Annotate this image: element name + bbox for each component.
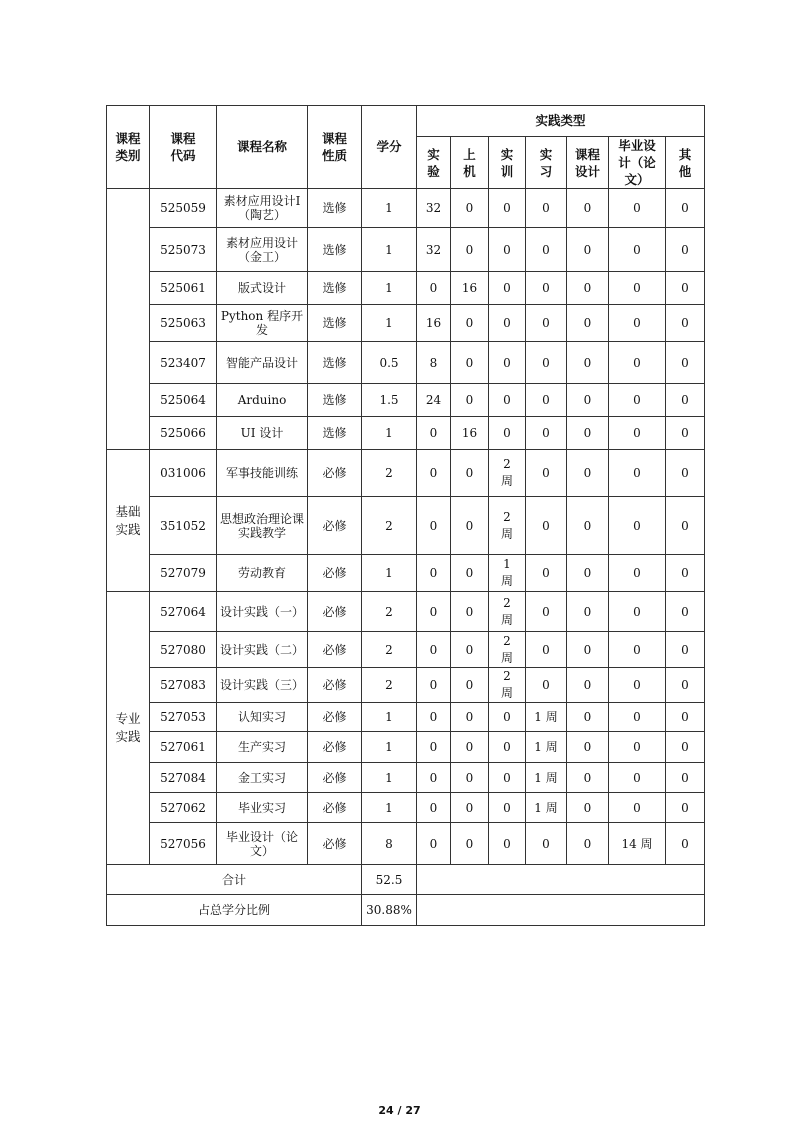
course-name: 设计实践（二） bbox=[217, 632, 308, 668]
category-cell: 基础实践 bbox=[107, 450, 150, 592]
course-name: 劳动教育 bbox=[217, 555, 308, 592]
course-name: 思想政治理论课实践教学 bbox=[217, 497, 308, 555]
table-row bbox=[107, 189, 705, 228]
ratio-blank bbox=[417, 895, 705, 926]
practice-cell: 0 bbox=[417, 668, 451, 703]
course-nature: 必修 bbox=[308, 703, 362, 732]
course-code: 527053 bbox=[150, 703, 217, 732]
practice-cell: 2周 bbox=[489, 632, 526, 668]
practice-cell: 0 bbox=[567, 497, 609, 555]
course-name: 版式设计 bbox=[217, 272, 308, 305]
category-cell bbox=[107, 189, 150, 450]
course-credit: 1 bbox=[362, 555, 417, 592]
course-name: 设计实践（一） bbox=[217, 592, 308, 632]
table-row bbox=[107, 632, 705, 668]
practice-cell: 1周 bbox=[489, 555, 526, 592]
course-credit: 1 bbox=[362, 272, 417, 305]
course-name: 军事技能训练 bbox=[217, 450, 308, 497]
course-nature: 必修 bbox=[308, 592, 362, 632]
practice-cell: 0 bbox=[489, 272, 526, 305]
practice-cell: 0 bbox=[526, 272, 567, 305]
course-name: 认知实习 bbox=[217, 703, 308, 732]
course-name: UI 设计 bbox=[217, 417, 308, 450]
practice-cell: 0 bbox=[489, 763, 526, 793]
practice-cell: 0 bbox=[451, 342, 489, 384]
course-nature: 选修 bbox=[308, 228, 362, 272]
practice-cell: 0 bbox=[666, 228, 705, 272]
practice-cell: 2周 bbox=[489, 668, 526, 703]
course-nature: 选修 bbox=[308, 272, 362, 305]
course-credit: 1 bbox=[362, 305, 417, 342]
practice-cell: 0 bbox=[489, 823, 526, 865]
course-credit: 1 bbox=[362, 763, 417, 793]
course-code: 527061 bbox=[150, 732, 217, 763]
table-row bbox=[107, 823, 705, 865]
practice-cell: 0 bbox=[609, 632, 666, 668]
practice-cell: 0 bbox=[417, 450, 451, 497]
practice-cell: 0 bbox=[567, 228, 609, 272]
ratio-value: 30.88% bbox=[362, 895, 417, 926]
course-code: 527084 bbox=[150, 763, 217, 793]
practice-cell: 0 bbox=[609, 305, 666, 342]
practice-cell: 0 bbox=[609, 497, 666, 555]
practice-cell: 0 bbox=[609, 592, 666, 632]
table-row bbox=[107, 450, 705, 497]
table-row bbox=[107, 417, 705, 450]
practice-cell: 0 bbox=[609, 450, 666, 497]
course-name: 生产实习 bbox=[217, 732, 308, 763]
practice-cell: 0 bbox=[666, 384, 705, 417]
course-code: 523407 bbox=[150, 342, 217, 384]
practice-cell: 0 bbox=[451, 703, 489, 732]
practice-cell: 0 bbox=[451, 823, 489, 865]
course-name: 金工实习 bbox=[217, 763, 308, 793]
practice-cell: 0 bbox=[526, 342, 567, 384]
practice-cell: 2周 bbox=[489, 450, 526, 497]
header-sub: 实习 bbox=[526, 137, 567, 189]
practice-cell: 0 bbox=[489, 228, 526, 272]
practice-cell: 0 bbox=[666, 592, 705, 632]
course-code: 031006 bbox=[150, 450, 217, 497]
course-code: 527056 bbox=[150, 823, 217, 865]
practice-cell: 24 bbox=[417, 384, 451, 417]
course-name: Python 程序开发 bbox=[217, 305, 308, 342]
practice-cell: 0 bbox=[567, 703, 609, 732]
practice-cell: 0 bbox=[567, 632, 609, 668]
table-row bbox=[107, 703, 705, 732]
course-nature: 选修 bbox=[308, 342, 362, 384]
header-code: 课程代码 bbox=[150, 106, 217, 189]
practice-cell: 0 bbox=[417, 823, 451, 865]
practice-cell: 0 bbox=[451, 555, 489, 592]
header-sub: 课程设计 bbox=[567, 137, 609, 189]
practice-cell: 0 bbox=[417, 763, 451, 793]
practice-cell: 0 bbox=[451, 732, 489, 763]
practice-cell: 1 周 bbox=[526, 732, 567, 763]
table-row bbox=[107, 272, 705, 305]
practice-cell: 0 bbox=[567, 763, 609, 793]
table-row bbox=[107, 305, 705, 342]
course-credit: 1 bbox=[362, 189, 417, 228]
course-name: Arduino bbox=[217, 384, 308, 417]
practice-cell: 0 bbox=[526, 632, 567, 668]
practice-cell: 0 bbox=[417, 417, 451, 450]
total-value: 52.5 bbox=[362, 865, 417, 895]
practice-cell: 0 bbox=[666, 189, 705, 228]
course-nature: 选修 bbox=[308, 305, 362, 342]
practice-cell: 0 bbox=[526, 417, 567, 450]
practice-cell: 0 bbox=[451, 228, 489, 272]
practice-cell: 0 bbox=[567, 189, 609, 228]
course-credit: 2 bbox=[362, 632, 417, 668]
practice-cell: 0 bbox=[489, 342, 526, 384]
course-nature: 必修 bbox=[308, 450, 362, 497]
course-code: 351052 bbox=[150, 497, 217, 555]
practice-cell: 0 bbox=[609, 732, 666, 763]
practice-cell: 0 bbox=[526, 189, 567, 228]
practice-cell: 0 bbox=[451, 632, 489, 668]
practice-cell: 0 bbox=[451, 450, 489, 497]
course-credit: 1 bbox=[362, 417, 417, 450]
practice-cell: 0 bbox=[451, 668, 489, 703]
course-credit: 1.5 bbox=[362, 384, 417, 417]
practice-credits-table bbox=[106, 105, 705, 926]
practice-cell: 0 bbox=[489, 703, 526, 732]
practice-cell: 0 bbox=[567, 732, 609, 763]
practice-cell: 0 bbox=[489, 305, 526, 342]
course-code: 527083 bbox=[150, 668, 217, 703]
practice-cell: 0 bbox=[417, 793, 451, 823]
header-sub: 其他 bbox=[666, 137, 705, 189]
practice-cell: 0 bbox=[526, 305, 567, 342]
header-name: 课程名称 bbox=[217, 106, 308, 189]
practice-cell: 0 bbox=[526, 228, 567, 272]
course-credit: 1 bbox=[362, 703, 417, 732]
practice-cell: 0 bbox=[451, 384, 489, 417]
practice-cell: 0 bbox=[489, 793, 526, 823]
practice-cell: 0 bbox=[451, 592, 489, 632]
course-credit: 2 bbox=[362, 592, 417, 632]
practice-cell: 0 bbox=[609, 793, 666, 823]
practice-cell: 0 bbox=[567, 823, 609, 865]
course-nature: 必修 bbox=[308, 793, 362, 823]
course-credit: 1 bbox=[362, 793, 417, 823]
practice-cell: 32 bbox=[417, 189, 451, 228]
course-credit: 2 bbox=[362, 497, 417, 555]
course-name: 设计实践（三） bbox=[217, 668, 308, 703]
practice-cell: 0 bbox=[609, 703, 666, 732]
practice-cell: 0 bbox=[609, 342, 666, 384]
course-code: 525061 bbox=[150, 272, 217, 305]
course-name: 毕业设计（论文） bbox=[217, 823, 308, 865]
practice-cell: 0 bbox=[526, 497, 567, 555]
header-credit: 学分 bbox=[362, 106, 417, 189]
practice-cell: 0 bbox=[567, 384, 609, 417]
header-sub: 实验 bbox=[417, 137, 451, 189]
practice-cell: 0 bbox=[526, 384, 567, 417]
course-credit: 2 bbox=[362, 450, 417, 497]
practice-cell: 0 bbox=[417, 272, 451, 305]
table-row bbox=[107, 592, 705, 632]
course-name: 素材应用设计（金工） bbox=[217, 228, 308, 272]
practice-cell: 0 bbox=[567, 793, 609, 823]
course-code: 525064 bbox=[150, 384, 217, 417]
practice-cell: 0 bbox=[567, 555, 609, 592]
course-credit: 1 bbox=[362, 732, 417, 763]
practice-cell: 0 bbox=[489, 384, 526, 417]
practice-cell: 0 bbox=[609, 763, 666, 793]
practice-cell: 0 bbox=[609, 668, 666, 703]
practice-cell: 0 bbox=[609, 272, 666, 305]
table-row bbox=[107, 793, 705, 823]
practice-cell: 0 bbox=[609, 384, 666, 417]
practice-cell: 0 bbox=[489, 417, 526, 450]
practice-cell: 8 bbox=[417, 342, 451, 384]
practice-cell: 16 bbox=[417, 305, 451, 342]
practice-cell: 0 bbox=[489, 189, 526, 228]
course-nature: 必修 bbox=[308, 632, 362, 668]
practice-cell: 0 bbox=[417, 592, 451, 632]
course-code: 525063 bbox=[150, 305, 217, 342]
practice-cell: 0 bbox=[526, 555, 567, 592]
practice-cell: 0 bbox=[526, 592, 567, 632]
practice-cell: 0 bbox=[666, 555, 705, 592]
course-credit: 0.5 bbox=[362, 342, 417, 384]
practice-cell: 1 周 bbox=[526, 793, 567, 823]
practice-cell: 0 bbox=[567, 592, 609, 632]
header-nature: 课程性质 bbox=[308, 106, 362, 189]
total-blank bbox=[417, 865, 705, 895]
header-practice-type: 实践类型 bbox=[417, 106, 705, 137]
practice-cell: 0 bbox=[666, 668, 705, 703]
course-nature: 选修 bbox=[308, 189, 362, 228]
practice-cell: 0 bbox=[526, 823, 567, 865]
practice-cell: 32 bbox=[417, 228, 451, 272]
practice-cell: 1 周 bbox=[526, 763, 567, 793]
practice-cell: 0 bbox=[567, 342, 609, 384]
table-row bbox=[107, 555, 705, 592]
practice-cell: 0 bbox=[666, 497, 705, 555]
practice-cell: 0 bbox=[666, 272, 705, 305]
practice-cell: 0 bbox=[417, 703, 451, 732]
table-row bbox=[107, 763, 705, 793]
category-cell: 专业实践 bbox=[107, 592, 150, 865]
practice-cell: 0 bbox=[451, 763, 489, 793]
practice-cell: 0 bbox=[666, 342, 705, 384]
practice-cell: 0 bbox=[666, 793, 705, 823]
practice-cell: 0 bbox=[451, 305, 489, 342]
course-nature: 必修 bbox=[308, 668, 362, 703]
course-nature: 选修 bbox=[308, 384, 362, 417]
header-sub: 毕业设计（论文） bbox=[609, 137, 666, 189]
practice-cell: 0 bbox=[609, 417, 666, 450]
practice-cell: 0 bbox=[526, 668, 567, 703]
course-nature: 必修 bbox=[308, 763, 362, 793]
practice-cell: 0 bbox=[567, 417, 609, 450]
practice-cell: 0 bbox=[666, 632, 705, 668]
course-nature: 必修 bbox=[308, 732, 362, 763]
header-sub: 上机 bbox=[451, 137, 489, 189]
practice-cell: 0 bbox=[666, 305, 705, 342]
practice-cell: 0 bbox=[609, 555, 666, 592]
course-code: 527064 bbox=[150, 592, 217, 632]
course-code: 525073 bbox=[150, 228, 217, 272]
practice-cell: 0 bbox=[609, 228, 666, 272]
practice-cell: 0 bbox=[609, 189, 666, 228]
ratio-label: 占总学分比例 bbox=[107, 895, 362, 926]
practice-cell: 0 bbox=[417, 632, 451, 668]
practice-cell: 2周 bbox=[489, 497, 526, 555]
course-code: 527079 bbox=[150, 555, 217, 592]
practice-cell: 1 周 bbox=[526, 703, 567, 732]
practice-cell: 0 bbox=[666, 450, 705, 497]
practice-cell: 0 bbox=[417, 497, 451, 555]
course-name: 毕业实习 bbox=[217, 793, 308, 823]
practice-cell: 2周 bbox=[489, 592, 526, 632]
table-row bbox=[107, 384, 705, 417]
header-category: 课程类别 bbox=[107, 106, 150, 189]
practice-cell: 14 周 bbox=[609, 823, 666, 865]
table-row bbox=[107, 668, 705, 703]
course-nature: 选修 bbox=[308, 417, 362, 450]
practice-cell: 0 bbox=[567, 272, 609, 305]
course-code: 525066 bbox=[150, 417, 217, 450]
practice-cell: 0 bbox=[489, 732, 526, 763]
table-row bbox=[107, 497, 705, 555]
table-row bbox=[107, 228, 705, 272]
practice-cell: 0 bbox=[451, 189, 489, 228]
practice-cell: 0 bbox=[666, 823, 705, 865]
course-name: 智能产品设计 bbox=[217, 342, 308, 384]
course-credit: 2 bbox=[362, 668, 417, 703]
header-sub: 实训 bbox=[489, 137, 526, 189]
course-name: 素材应用设计Ⅰ（陶艺） bbox=[217, 189, 308, 228]
practice-cell: 0 bbox=[666, 417, 705, 450]
table-row bbox=[107, 342, 705, 384]
practice-cell: 0 bbox=[451, 497, 489, 555]
course-credit: 1 bbox=[362, 228, 417, 272]
practice-cell: 0 bbox=[451, 793, 489, 823]
course-credit: 8 bbox=[362, 823, 417, 865]
practice-cell: 0 bbox=[526, 450, 567, 497]
practice-cell: 16 bbox=[451, 272, 489, 305]
practice-cell: 0 bbox=[417, 555, 451, 592]
page-number: 24 / 27 bbox=[378, 1104, 421, 1117]
course-nature: 必修 bbox=[308, 497, 362, 555]
practice-cell: 0 bbox=[567, 305, 609, 342]
practice-cell: 0 bbox=[567, 450, 609, 497]
practice-cell: 0 bbox=[666, 732, 705, 763]
course-code: 527080 bbox=[150, 632, 217, 668]
course-nature: 必修 bbox=[308, 823, 362, 865]
practice-cell: 0 bbox=[666, 703, 705, 732]
practice-cell: 0 bbox=[417, 732, 451, 763]
practice-cell: 16 bbox=[451, 417, 489, 450]
course-code: 525059 bbox=[150, 189, 217, 228]
course-nature: 必修 bbox=[308, 555, 362, 592]
total-label: 合计 bbox=[107, 865, 362, 895]
course-code: 527062 bbox=[150, 793, 217, 823]
table-row bbox=[107, 732, 705, 763]
practice-cell: 0 bbox=[666, 763, 705, 793]
practice-cell: 0 bbox=[567, 668, 609, 703]
